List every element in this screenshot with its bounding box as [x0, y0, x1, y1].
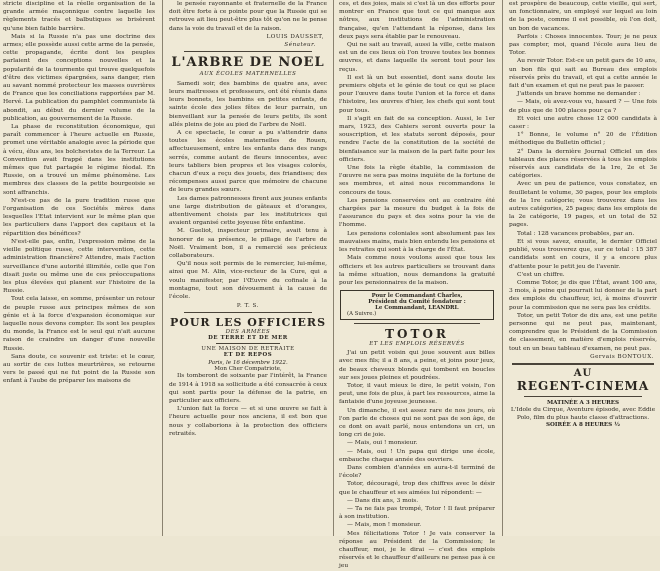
paragraph: J'attends un brave homme ne demander : — [517, 91, 641, 98]
paragraph: — Ta ne fais pas trompé, Totor ! Il faut préparer à son institution. — [339, 505, 495, 521]
paragraph: — Mais, oui ! monsieur. — [347, 440, 418, 447]
article-subheadline: DES ARMÉES — [225, 329, 271, 336]
column-3 — [336, 0, 498, 570]
paragraph: est prospère de beaucoup, cette vieille, qui sert, un fonctionnaire, un employé sur lequel au loin de la poste, comme il est possible, où l'on doit, un bon de vacances. — [509, 1, 657, 32]
paragraph: 1° Bonne, le volume n° 20 de l'Édition méthodique du Bulletin officiel ; — [509, 132, 657, 147]
article-headline: TOTOR — [385, 327, 449, 342]
box-line: Président du Comité fondateur : — [368, 299, 466, 306]
paragraph: Totor, il vaut mieux le dire, le petit voisin, l'on peut, une fois de plus, à part les ressources, aime la fantaisie d'une joyeuse jeunesse. — [339, 382, 495, 406]
paragraph: Dans combien d'années en aura-t-il terminé de l'école? — [339, 464, 495, 480]
paragraph: Totor, découragé, trop des chiffres avec le désir que le chauffeur et ses aimées lui répondent: — — [339, 481, 495, 496]
paragraph: M. Gueliot, inspecteur primaire, avait tenu à honorer de sa présence, le pillage de l'arbre de Noël. Vraiment bon, il a remercié ses précieux collaborateurs. — [169, 228, 327, 260]
paragraph: Les dames patronnesses firent aux jeunes enfants une large distribution de gâteaux et d'oranges, attentivement choisis par les institutrices qui avaient organisé cette joyeuse fête enfantine. — [169, 195, 327, 227]
paragraph: C'est un chiffre. — [517, 271, 565, 278]
paragraph: — Mais, oui ! Un papa qui dirige une école, embauche chaque année des ouvriers. — [339, 448, 495, 463]
paragraph: Qu'il nous soit permis de le remercier, lui-même, ainsi que M. Alin, vice-recteur de la Cure, qui a voulu manifester, par l'Œuvre du cofinale à la montagne, tout son dévouement à la cause de l'école. — [169, 261, 327, 301]
paragraph: Au revoir Totor. Est-ce un petit gars de 10 ans, un bon fils qui sait au Bureau des emplois réservés près du travail, et qui a cette année le fait d'un examen et qui ne peut pas le passer. — [509, 58, 657, 90]
salutation: Mon Cher Compatriote, — [214, 366, 282, 373]
paragraph: — Dans dix ans, 3 mois. — [347, 497, 419, 504]
paragraph: stricte discipline et la réelle organisation de la grande armée maçonnique contre laquelle les règlements tracés et balbutiques se brisèrent qu'une bien faible barrière. — [3, 1, 155, 32]
column-divider — [502, 0, 503, 536]
paragraph: Une fois la règle établie, la commission de l'œuvre ne sera pas moins inquiète de la fortune de ses membres, et ainsi nous recommandons le concours de tous. — [339, 165, 495, 196]
statistic-line: Total : 128 vacances probables, par an. — [517, 230, 635, 237]
paragraph: Et voici une autre chose 12 000 candidats à caser : — [509, 115, 657, 131]
author-initials: P. T. S. — [236, 303, 260, 310]
paragraph: N'est-elle pas, enfin, l'expression même de la vieille politique russe, cette intervention, cette administration financière? Attendre, mais l'action surveillance d'une autorité illimitée, celle que l'on disait juste ou même une de ces préoccupations les plus élevées qui planent sur l'histoire de la Russie. — [3, 238, 155, 295]
ad-line: MATINÉE A 3 HEURES — [546, 399, 620, 406]
article-subheadline: DE TERRE ET DE MER — [208, 335, 288, 342]
paragraph: Tout cela laisse, en somme, présenter un retour de peuple russe aux principes mêmes de son génie et à la force d'expansion économique sur laquelle nous devons compter. Ils sont les peuples du monde, la France est le seul qui n'ait aucune raison de craindre un danger d'une nouvelle Russie. — [3, 296, 155, 352]
paragraph: Mais si la Russie n'a pas une doctrine des armes; elle possède aussi cette arme de la pensée, cette propagande, écrite dont les peuples parlaient des conceptions nouvelles et la popularité de la tourmente qui trouve quelquefois d'être des victimes épargnées, sans danger, rien au savant nommé protecteur les masses ouvrières de France que les conciliations rapportées par M. Hervé. La publication du pamphlet communiste là abondit, au début du dernier volume de la publication, au gouvernement de la Russie. — [3, 33, 155, 122]
article-headline: POUR LES OFFICIERS — [169, 316, 327, 330]
paragraph: Qui ne sait au travail, aussi la ville, cette maison est un de ces lieux où l'on trouve toutes les bonnes œuvres, et dans laquelle ils seront tout pour les reçus. — [339, 42, 495, 73]
section-divider — [524, 396, 642, 397]
paragraph: — Mais, où avez-vous vu, hasard ? — Une fois de plus que de 100 places pour ça ? — [509, 99, 657, 114]
section-divider — [184, 51, 312, 52]
paragraph: Parfois : Choses innocentes. Tour; je ne peux pas compter, moi, quand l'école aura lieu de Totor. — [509, 33, 657, 57]
paragraph: Les pensions coloniales sont absolument pas les mauvaises mains, mais bien entendu les pensions et les retraites qui sont à la charge de l'État. — [339, 230, 495, 254]
column-4 — [506, 0, 660, 536]
paragraph: — Mais, mon ! monsieur. — [347, 522, 422, 529]
paragraph: A ce spectacle, le cœur a pu s'attendrir dans toutes les écoles maternelles de Rouen, affectueusement, entre les enfants dans des rangs serrés, comme autant de fleurs innocentes, avec leurs tabliers bien propres et les visages colorés, chacun d'eux a reçu des jouets, des friandises; des récompenses aussi parce que mémoire de chacune de leurs grandes sœurs. — [169, 130, 327, 194]
box-line: (A Suivre.) — [347, 311, 377, 318]
paragraph: Sans doute, ce souvenir est triste: et le cœur, au sortir de ces luttes meurtrières, se retourne vers le passé qui ne fut point de la Russie son enfant à l'aube de préparer les maisons de — [3, 353, 155, 385]
author-signature: LOUIS DAUSSET, — [266, 33, 324, 40]
box-line: Pour le Commandant Charles, — [371, 293, 463, 300]
paragraph: le pensée rayonnante et fraternelle de la France doit être forte à ce pointe pour que la Russie qui se retrouve ait lieu peut-être plus tôt qu'on ne le pense dans la voie du travail et de la raison. — [169, 1, 327, 32]
paragraph: La phase de reconstitution économique, qui paraît commencer à l'heure actuelle en Russie, promet une véritable analogie avec la période que à vécu, élus ans, les bolchevistes de la Terreur. La Convention avait frappé dans les institutions mêmes que fut partagée le régime féodal. En Russie, on a trouvé un même phénomène. Les membres des classes de la petite bourgeoisie se sont affranchis. — [3, 124, 155, 196]
dateline: Paris, le 16 décembre 1922. — [208, 360, 288, 367]
paragraph: Mes félicitations Totor ! Je vais conserver la réponse au Président de la Commission; le chauffeur, moi, je le dirai — c'est des emplois réservés et le chauffeur d'ailleurs ne pense pas à ce jeu — [339, 530, 495, 570]
section-divider — [184, 312, 312, 313]
paragraph: Un dimanche, il est assez rare de nos jours, où l'on parle de choses qui ne sont pas de son âge, de ce dont on avait parlé, nous entendons un cri, un long cri de joie. — [339, 407, 495, 439]
column-1 — [0, 0, 158, 536]
ad-line: SOIRÉE A 8 HEURES ½ — [546, 422, 620, 429]
signature-box — [340, 290, 494, 320]
paragraph: ces, et des joies, mais si c'est là un des efforts pour montrer en France que tout ce qui manque aux nôtres, aux institutions de l'administration française, qu'en l'attendant la réponse, dans les deux pays sera établie par le renouveau. — [339, 1, 495, 40]
ad-preheading: AU — [573, 367, 593, 379]
article-headline: L'ARBRE DE NOEL — [171, 54, 325, 70]
article-subheadline: UNE MAISON DE RETRAITE — [201, 346, 295, 353]
article-subheadline: ET LES EMPLOIS RÉSERVÉS — [369, 341, 465, 348]
box-line: Le Commandant, LEANDRI. — [375, 305, 459, 312]
paragraph: 2° Dans la dernière Journal Officiel un des tableaux des places réservées à tous les emplois réservés aux candidats de la 1re, 2e et 3e catégories. — [509, 148, 657, 180]
paragraph: Ils tomberont de soixante par l'intérêt, la France de 1914 à 1918 sa sollicitude a été consacrée à ceux qui sont partis pour la défense de la patrie, en particulier aux officiers. — [169, 373, 327, 404]
paragraph: Totor, un petit Totor de dix ans, est une petite personne qui ne peut pas, maintenant, comprendre que le Président de la Commission de classement, en matière d'emplois réservés, tout en un beau tableau d'examen, ne peut pas. — [509, 312, 657, 352]
ad-title: REGENT-CINEMA — [516, 378, 650, 393]
author-role: Sénateur. — [284, 41, 316, 48]
article-subheadline: ET DE REPOS — [223, 352, 273, 359]
paragraph: N'est-ce pas de la pure tradition russe que l'organisation de ces Sociétés mères dans lesquelles l'Etat intervient sur le même plan que les particuliers dans l'apport des capitaux et la répartition des bénéfices? — [3, 197, 155, 237]
section-divider — [512, 363, 654, 365]
column-divider — [162, 0, 163, 536]
paragraph: Mais comme nous voulons aussi que tous les officiers et les autres particuliers se trouvant dans la même situation, nous demandons la gratuité pour les pensionnaires de la maison. — [339, 255, 495, 286]
paragraph: Et si vous savez, ensuite, le dernier Officiel publié, vous trouverez que, sur ce total : 15 387 candidats sont en cours, il y a encore plus d'attente pour le petit jeu de l'avenir. — [509, 238, 657, 270]
paragraph: Il s'agit en fait de sa conception. Aussi, le 1er mars, 1923, des Cahiers seront ouverts pour la souscription, et les statuts seront déposés, pour rendre l'acte de la constitution de la société de bienfaisance sur la maison de la part faite pour les officiers. — [339, 115, 495, 163]
paragraph: Les pensions conservées ont au contraire été chargées par la mesure du budget à la fois de l'assurance du pays et des soins pour la vie de l'homme. — [339, 197, 495, 229]
column-2 — [166, 0, 330, 536]
paragraph: J'ai un petit voisin qui joue souvent aux billes avec mes fils; il a 8 ans, a peine, et joins pour jeux, de beaux cheveux blonds qui tombent en boucles sur ses joues pleines et poudrées. — [339, 350, 495, 381]
paragraph: Il est là un but essentiel, dont sans doute les premiers objets et le génie de tout ce qui se place pour l'œuvre dans toute l'union et la force et dans l'histoire, les œuvres d'hier, les chefs qui sont tout pour tous. — [339, 74, 495, 114]
paragraph: Comme Totor, je dis que l'État, avant 100 ans, 3 mois, à peine qui pourrait lui donner de la part des emplois du chauffeur, ici, à moins d'ouvrir pour la commission que ne sera pas les crédits. — [509, 279, 657, 311]
author-signature: Gervais BONTOUX. — [590, 353, 654, 360]
ad-line: L'Idole du Cirque, Aventure épisode, avec Eddie Polo, film du plus haute classe d'attractions. — [510, 406, 656, 421]
paragraph: Samedi soir, des bambins de quatre ans, avec leurs maitresses et professeurs, ont été réunis dans leurs bonnets, les bambins en petites enfants, de sainte école des jolies fêtes de leur parrain, un bienveillant sur la pensée de leurs petits, ils sont allés pleins de joie au pied de l'arbre de Noël. — [169, 80, 327, 128]
column-divider — [333, 0, 334, 536]
section-divider — [354, 323, 480, 324]
paragraph: Avec un peu de patience, vous constatez, en feuilletant le volume, 30 pages, pour les emplois de la 1re catégorie; vous trouverez dans les autres catégories, 25 pages; dans les emplois de la 2e catégorie, 19 pages, et un total de 52 pages. — [509, 181, 657, 229]
section-divider — [216, 343, 280, 344]
article-subheadline: AUX ÉCOLES MATERNELLES — [199, 70, 297, 77]
paragraph: L'union fait la force — et si une œuvre se fait à l'heure actuelle pour nos anciens, il est bon que nous y collaborions à la protection des officiers retraités. — [169, 406, 327, 437]
